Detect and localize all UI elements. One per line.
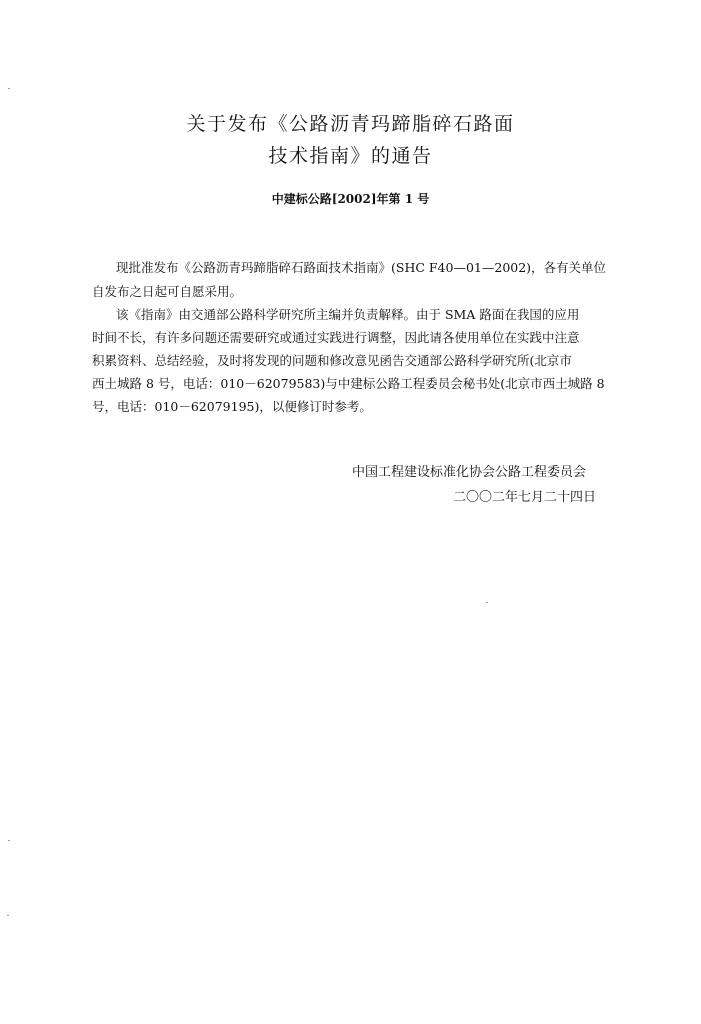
- document-number: 中建标公路[2002]年第 1 号: [271, 192, 430, 206]
- body-line-1: 现批准发布《公路沥青玛蹄脂碎石路面技术指南》(SHC F40—01—2002)，各有关单位: [116, 260, 607, 275]
- scan-speck: [8, 88, 10, 89]
- body-line-3: 该《指南》由交通部公路科学研究所主编并负责解释。由于 SMA 路面在我国的应用: [116, 307, 580, 322]
- scan-speck: [8, 840, 10, 841]
- issue-date: 二〇〇二年七月二十四日: [453, 490, 597, 505]
- scan-speck: [486, 602, 488, 603]
- body-line-4: 时间不长，有许多问题还需要研究或通过实践进行调整，因此请各使用单位在实践中注意: [92, 330, 580, 345]
- body-line-5: 积累资料、总结经验，及时将发现的问题和修改意见函告交通部公路科学研究所(北京市: [92, 353, 572, 368]
- scan-speck: [7, 915, 9, 916]
- notice-title-line-2: 技术指南》的通告: [268, 145, 433, 167]
- body-line-7: 号，电话：010－62079195)，以便修订时参考。: [92, 399, 372, 414]
- issuer-name: 中国工程建设标准化协会公路工程委员会: [352, 465, 587, 480]
- body-line-2: 自发布之日起可自愿采用。: [92, 284, 243, 299]
- body-line-6: 西土城路 8 号，电话：010－62079583)与中建标公路工程委员会秘书处(北京市西土城路 8: [92, 376, 605, 391]
- notice-title-line-1: 关于发布《公路沥青玛蹄脂碎石路面: [186, 113, 515, 135]
